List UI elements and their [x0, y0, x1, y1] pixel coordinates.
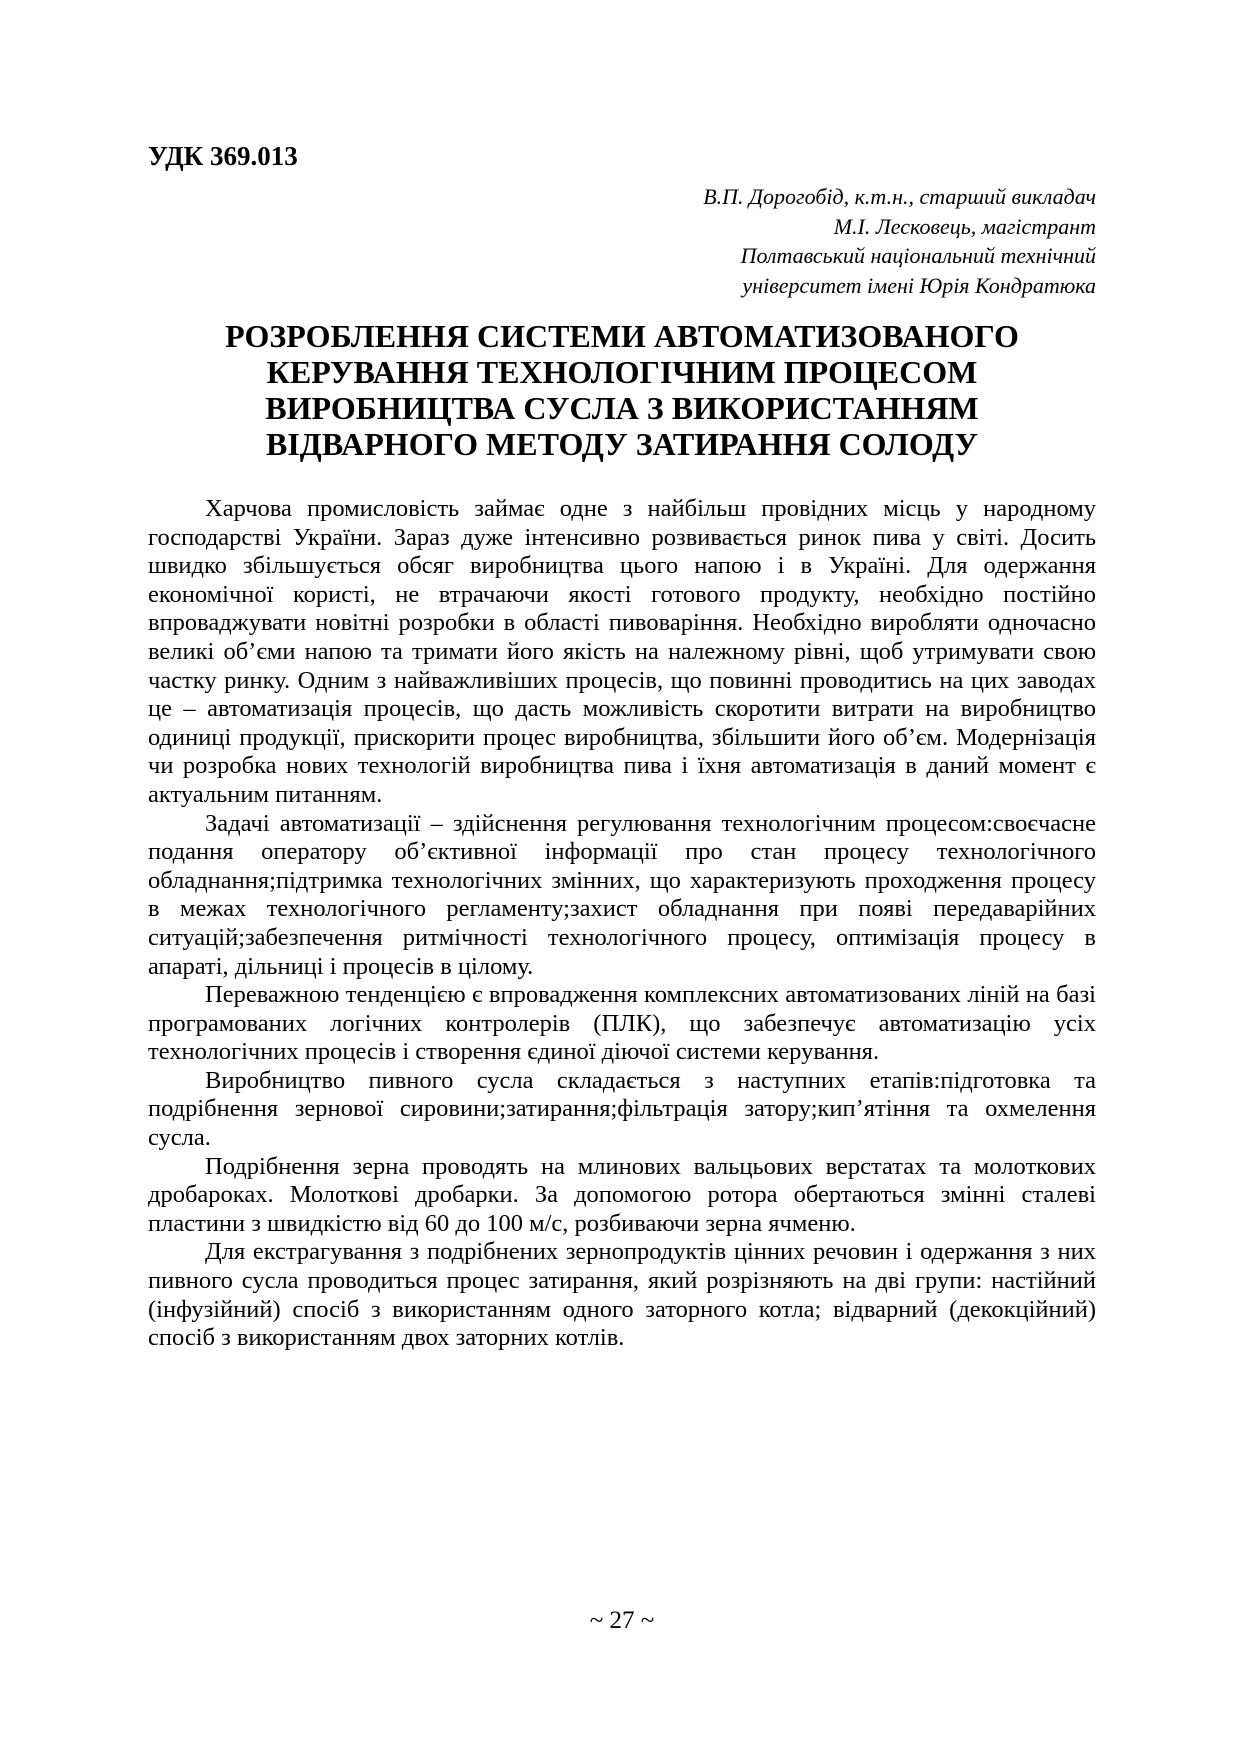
document-page [148, 140, 1096, 1720]
author-line-2: М.І. Лесковець, магістрант [833, 213, 1096, 239]
paragraph-3: Переважною тенденцією є впровадження комплексних автоматизованих ліній на базі програмованих логічних контролерів (ПЛК), що забезпечує автоматизацію усіх технологічних процесів і створення єдиної діючої системи керування. [148, 981, 1096, 1066]
paragraph-4: Виробництво пивного сусла складається з наступних етапів:підготовка та подрібнення зернової сировини;затирання;фільтрація затору;кип’ятіння та охмелення сусла. [148, 1066, 1096, 1152]
title-line-2: КЕРУВАННЯ ТЕХНОЛОГІЧНИМ ПРОЦЕСОМ [266, 354, 978, 390]
affiliation-line-2: університет імені Юрія Кондратюка [742, 272, 1096, 298]
author-line-1: В.П. Дорогобід, к.т.н., старший викладач [703, 184, 1096, 209]
paragraph-1: Харчова промисловість займає одне з найбільш провідних місць у народному господарстві України. Зараз дуже інтенсивно розвивається ринок пива у світі. Досить швидко збільшується обсяг виробництва цього напою і в Україні. Для одержання економічної користі, не втрачаючи якості готового продукту, необхідно постійно впроваджувати новітні розробки в області пивоваріння. Необхідно виробляти одночасно великі об’єми напою та тримати його якість на належному рівні, щоб утримувати свою частку ринку. Одним з найважливіших процесів, що повинні проводитись на цих заводах це – автоматизація процесів, що дасть можливість скоротити витрати на виробництво одиниці продукції, прискорити процес виробництва, збільшити його об’єм. Модернізація чи розробка нових технологій виробництва пива і їхня автоматизація в даний момент є актуальним питанням. [148, 495, 1096, 808]
paragraph-5: Подрібнення зерна проводять на млинових вальцьових верстатах та молоткових дробароках. Молоткові дробарки. За допомогою ротора обертаються змінні сталеві пластини з швидкістю від 60 до 100 м/с, розбиваючи зерна ячменю. [148, 1152, 1096, 1237]
paragraph-6: Для екстрагування з подрібнених зернопродуктів цінних речовин і одержання з них пивного сусла проводиться процес затирання, який розрізняють на дві групи: настійний (інфузійний) спосіб з використанням одного заторного котла; відварний (декокційний) спосіб з використанням двох заторних котлів. [148, 1238, 1096, 1352]
udk-code: УДК 369.013 [148, 141, 298, 171]
author-block [703, 182, 1096, 300]
title-line-1: РОЗРОБЛЕННЯ СИСТЕМИ АВТОМАТИЗОВАНОГО [225, 318, 1019, 354]
affiliation-line-1: Полтавський національний технічний [740, 243, 1096, 268]
page-number: ~ 27 ~ [589, 1607, 655, 1634]
body-text [148, 495, 1096, 1353]
paper-title [148, 318, 1096, 462]
paragraph-2: Задачі автоматизації – здійснення регулювання технологічним процесом:своєчасне подання оператору об’єктивної інформації про стан процесу технологічного обладнання;підтримка технологічних змінних, що характеризують проходження процесу в межах технологічного регламенту;захист обладнання при появі передаварійних ситуацій;забезпечення ритмічності технологічного процесу, оптимізація процесу в апараті, дільниці і процесів в цілому. [148, 809, 1096, 980]
title-line-3: ВИРОБНИЦТВА СУСЛА З ВИКОРИСТАННЯМ [265, 390, 979, 426]
title-line-4: ВІДВАРНОГО МЕТОДУ ЗАТИРАННЯ СОЛОДУ [266, 426, 978, 462]
